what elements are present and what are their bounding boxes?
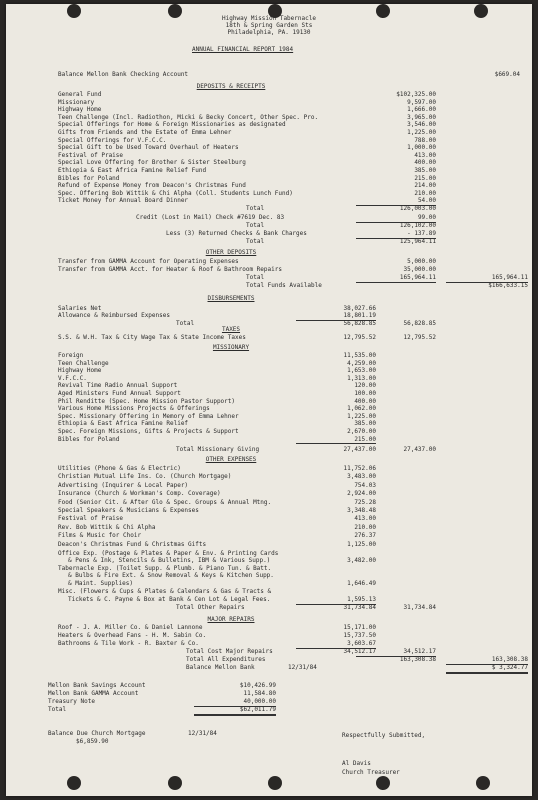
other-expenses-total: 31,734.84 (343, 604, 376, 611)
missionary-item-amount: 1,653.00 (347, 367, 376, 375)
deposit-item-label: Spec. Offering Bob Wittik & Chi Alpha (Coll. Students Lunch Fund) (58, 189, 293, 197)
missionary-total-col: 27,437.00 (403, 446, 436, 453)
allowance-amount: 18,801.19 (296, 313, 376, 321)
missionary-item-label: Aged Ministers Fund Annual Support (58, 390, 181, 397)
major-repairs-total-label: Total Cost Major Repairs (186, 648, 273, 655)
missionary-item-amount: 1,225.00 (347, 412, 376, 420)
deposit-item-label: Missionary (58, 98, 95, 106)
accounts-total: $62,011.79 (194, 707, 276, 716)
credit-label: Credit (Lost in Mail) Check #7619 Dec. 83 (136, 214, 285, 221)
deposit-item-amount: 385.00 (414, 167, 436, 174)
missionary-item-label: Various Home Missions Projects & Offerings (58, 405, 210, 413)
deposit-item-label: Teen Challenge (Incl. Radiothon, Micki & Becky Concert, Other Spec. Pro. (58, 113, 319, 121)
all-expenditures-label: Total All Expenditures (186, 656, 266, 663)
other-expense-item-label: Rev. Bob Wittik & Chi Alpha (58, 523, 156, 531)
deposit-item-amount: 54.00 (356, 198, 436, 206)
other-expense-item-amount: 3,348.48 (347, 507, 376, 514)
deposit-item-amount: 788.00 (414, 136, 436, 144)
other-deposit-item-amount: 5,000.00 (407, 258, 436, 265)
org-name: Highway Mission Tabernacle (222, 15, 316, 22)
other-expense-item-amount: 11,752.06 (343, 465, 376, 472)
other-expense-item-label: Advertising (Inquirer & Local Paper) (58, 481, 189, 489)
misc-line2: Tickets & C. Payne & Box at Bank & Cen Lot & Legal Fees. (68, 596, 271, 603)
other-expense-item-label: Deacon's Christmas Fund & Christmas Gifts (58, 540, 207, 548)
other-expense-item-amount: 210.00 (354, 523, 376, 531)
deposits-total3: 125,964.11 (399, 238, 436, 245)
disbursements-total: 56,828.85 (343, 320, 376, 327)
balance-mellon-date: 12/31/84 (288, 664, 317, 671)
other-expense-item-amount: 3,483.00 (347, 473, 376, 481)
deposit-item-amount: 3,546.00 (407, 121, 436, 129)
major-repair-item-label: Bathrooms & Tile Work - R. Baxter & Co. (58, 640, 199, 647)
account-item-label: Treasury Note (48, 698, 95, 705)
disbursements-heading: DISBURSEMENTS (207, 295, 255, 302)
other-expense-item-label: Utilities (Phone & Gas & Electric) (58, 465, 181, 472)
major-repair-item-amount: 15,737.50 (343, 632, 376, 639)
funds-available: $166,633.15 (488, 282, 528, 289)
respectfully-submitted: Respectfully Submitted, (342, 732, 426, 739)
missionary-item-amount: 1,062.00 (347, 405, 376, 413)
missionary-total-label: Total Missionary Giving (176, 446, 260, 453)
other-expense-item-amount: 413.00 (354, 515, 376, 523)
deposit-item-label: Ticket Money for Annual Board Dinner (58, 197, 189, 205)
account-item-label: Mellon Bank GAMMA Account (48, 690, 139, 697)
signer-name: Al Davis (342, 760, 371, 767)
org-street: 18th & Spring Garden Sts (225, 22, 313, 29)
deposit-item-label: Special Offerings for V.F.C.C. (58, 136, 167, 144)
deposit-item-label: Bibles for Poland (58, 174, 120, 182)
other-deposits-heading: OTHER DEPOSITS (205, 249, 257, 256)
all-expenditures-far: 163,308.38 (446, 657, 528, 665)
other-expenses-total-label: Total Other Repairs (176, 604, 245, 611)
deposit-item-label: Ethiopia & East Africa Famine Relief Fund (58, 167, 207, 174)
major-repairs-heading: MAJOR REPAIRS (207, 616, 255, 623)
deposit-item-amount: 214.00 (414, 182, 436, 190)
account-item-label: Mellon Bank Savings Account (48, 682, 146, 689)
other-expense-item-label: Festival of Praise (58, 515, 124, 523)
other-expense-item-amount: 754.03 (354, 481, 376, 489)
report-title: ANNUAL FINANCIAL REPORT 1984 (192, 46, 294, 53)
deposit-item-label: Festival of Praise (58, 151, 124, 159)
missionary-item-label: Highway Home (58, 367, 102, 375)
deposits-total1-label: Total (246, 205, 265, 212)
deposit-item-label: General Fund (58, 91, 102, 98)
disbursements-total-label: Total (176, 320, 195, 327)
missionary-item-amount: 400.00 (354, 397, 376, 405)
signer-title: Church Treasurer (342, 769, 400, 776)
missionary-item-label: V.F.C.C. (58, 374, 87, 382)
org-city: Philadelphia, PA. 19130 (227, 29, 311, 36)
report-body (6, 4, 532, 796)
account-item-amount: 11,584.80 (243, 690, 276, 697)
mortgage-amount: $6,859.90 (76, 738, 109, 745)
office-exp-amount: 3,482.00 (347, 557, 376, 564)
tabernacle-exp-line2: & Bulbs & Fire Ext. & Snow Removal & Keys & Kitchen Supp. (68, 572, 274, 579)
balance-mellon-amount: $ 3,324.77 (446, 665, 528, 674)
misc-line1: Misc. (Flowers & Cups & Plates & Calendars & Gas & Tracts & (58, 588, 272, 595)
other-expense-item-amount: 725.28 (354, 498, 376, 506)
deposit-item-amount: 9,597.00 (407, 98, 436, 106)
missionary-item-amount: 2,670.00 (347, 428, 376, 435)
other-expenses-heading: OTHER EXPENSES (205, 456, 257, 463)
deposit-item-label: Special Gift to be Used Toward Overhaul of Heaters (58, 144, 239, 152)
missionary-item-label: Phil Renditte (Spec. Home Mission Pastor Support) (58, 397, 236, 405)
other-deposit-item-label: Transfer from GAMMA Acct. for Heater & Roof & Bathroom Repairs (58, 266, 282, 273)
taxes-heading: TAXES (221, 326, 241, 333)
other-deposits-total: 165,964.11 (356, 275, 436, 283)
account-item-amount: $10,426.99 (239, 682, 276, 689)
missionary-item-label: Bibles for Poland (58, 435, 120, 443)
deposit-item-amount: 210.00 (414, 189, 436, 197)
document-page (6, 4, 532, 796)
deposit-item-amount: 3,965.00 (407, 113, 436, 121)
deposit-item-amount: 1,000.00 (407, 144, 436, 152)
funds-available-label: Total Funds Available (246, 282, 322, 289)
tabernacle-exp-amount: 1,646.49 (347, 580, 376, 587)
other-expense-item-label: Food (Senior Cit. & After Glo & Spec. Groups & Annual Mtng. (58, 498, 272, 506)
major-repair-item-label: Heaters & Overhead Fans - H. M. Sabin Co. (58, 632, 207, 639)
less-label: Less (3) Returned Checks & Bank Charges (166, 230, 307, 237)
major-repair-item-label: Roof - J. A. Miller Co. & Daniel Lannone (58, 624, 203, 631)
other-expense-item-label: Special Speakers & Musicians & Expenses (58, 507, 199, 514)
deposit-item-label: Highway Home (58, 106, 102, 114)
missionary-item-amount: 4,259.00 (347, 359, 376, 367)
misc-amount: 1,595.13 (296, 597, 376, 605)
salaries-amount: 38,027.66 (343, 305, 376, 312)
less-amount: - 137.89 (356, 231, 436, 239)
other-expense-item-amount: 276.37 (354, 532, 376, 540)
missionary-heading: MISSIONARY (212, 344, 250, 351)
deposit-item-amount: 413.00 (414, 151, 436, 159)
taxes-amount-col: 12,795.52 (403, 334, 436, 341)
all-expenditures: 163,308.38 (399, 656, 436, 663)
missionary-item-amount: 1,313.00 (347, 374, 376, 382)
other-expense-item-label: Christian Mutual Life Ins. Co. (Church Mortgage) (58, 473, 232, 481)
missionary-item-label: Spec. Foreign Missions, Gifts & Projects & Support (58, 428, 239, 435)
deposit-item-amount: 215.00 (414, 174, 436, 182)
missionary-item-label: Foreign (58, 352, 84, 359)
salaries-label: Salaries Net (58, 305, 102, 312)
allowance-label: Allowance & Reimbursed Expenses (58, 312, 170, 319)
office-exp-line1: Office Exp. (Postage & Plates & Paper & Env. & Printing Cards (58, 550, 279, 557)
major-repairs-total: 34,512.17 (343, 648, 376, 655)
missionary-item-label: Teen Challenge (58, 359, 109, 367)
balance-mellon-label: Balance Mellon Bank (186, 664, 255, 671)
missionary-item-label: Spec. Missionary Offering in Memory of Emma Lehner (58, 412, 239, 420)
other-deposit-item-amount: 35,000.00 (403, 266, 436, 273)
major-repair-item-amount: 3,603.67 (296, 641, 376, 649)
taxes-label: S.S. & W.H. Tax & City Wage Tax & State Income Taxes (58, 334, 246, 341)
missionary-item-label: Revival Time Radio Annual Support (58, 382, 178, 390)
deposits-total1: 126,003.00 (399, 205, 436, 212)
missionary-total: 27,437.00 (343, 446, 376, 453)
other-expense-item-amount: 1,125.00 (347, 540, 376, 548)
deposit-item-label: Refund of Expense Money from Deacon's Christmas Fund (58, 182, 246, 190)
balance-checking-amount: $669.04 (494, 71, 520, 78)
office-exp-line2: & Pens & Ink, Stencils & Bulletins, IBM & Various Supp.) (68, 557, 271, 564)
taxes-amount: 12,795.52 (343, 334, 376, 341)
other-deposits-total-label: Total (246, 274, 265, 281)
major-repair-item-amount: 15,171.00 (343, 624, 376, 631)
deposit-item-amount: $102,325.00 (396, 91, 436, 98)
other-expense-item-label: Insurance (Church & Workman's Comp. Coverage) (58, 490, 221, 498)
balance-checking-label: Balance Mellon Bank Checking Account (58, 71, 189, 78)
deposit-item-amount: 400.00 (414, 159, 436, 167)
deposit-item-label: Special Love Offering for Brother & Sister Steelburg (58, 159, 246, 167)
missionary-item-amount: 385.00 (354, 420, 376, 428)
major-repairs-total-col: 34,512.17 (356, 649, 436, 657)
missionary-item-amount: 120.00 (354, 382, 376, 390)
other-expenses-total-col: 31,734.84 (403, 604, 436, 611)
deposits-total2: 126,102.00 (399, 222, 436, 229)
deposits-heading: DEPOSITS & RECEIPTS (196, 83, 266, 90)
deposit-item-label: Gifts from Friends and the Estate of Emma Lehner (58, 129, 232, 136)
other-deposit-item-label: Transfer from GAMMA Account for Operating Expenses (58, 258, 239, 265)
missionary-item-label: Ethiopia & East Africa Famine Relief (58, 420, 189, 428)
accounts-total-label: Total (48, 706, 67, 713)
other-expense-item-label: Films & Music for Choir (58, 532, 142, 540)
other-expense-item-amount: 2,924.00 (347, 490, 376, 498)
missionary-item-amount: 215.00 (296, 437, 376, 445)
other-deposits-total-col: 165,964.11 (446, 275, 528, 283)
credit-amount: 99.00 (356, 215, 436, 223)
disbursements-total-col: 56,828.85 (403, 320, 436, 327)
deposit-item-label: Special Offerings for Home & Foreign Missionaries as designated (58, 121, 286, 129)
tabernacle-exp-line3: & Maint. Supplies) (68, 580, 134, 587)
tabernacle-exp-line1: Tabernacle Exp. (Toilet Supp. & Plumb. & Piano Tun. & Batt. (58, 565, 272, 572)
deposit-item-amount: 1,225.00 (407, 129, 436, 136)
deposits-total3-label: Total (246, 238, 265, 245)
deposits-total2-label: Total (246, 222, 265, 229)
deposit-item-amount: 1,666.00 (407, 106, 436, 114)
mortgage-label: Balance Due Church Mortgage (48, 730, 146, 737)
missionary-item-amount: 100.00 (354, 390, 376, 397)
mortgage-date: 12/31/84 (188, 730, 217, 737)
missionary-item-amount: 11,535.00 (343, 352, 376, 359)
account-item-amount: 40,000.00 (194, 699, 276, 707)
